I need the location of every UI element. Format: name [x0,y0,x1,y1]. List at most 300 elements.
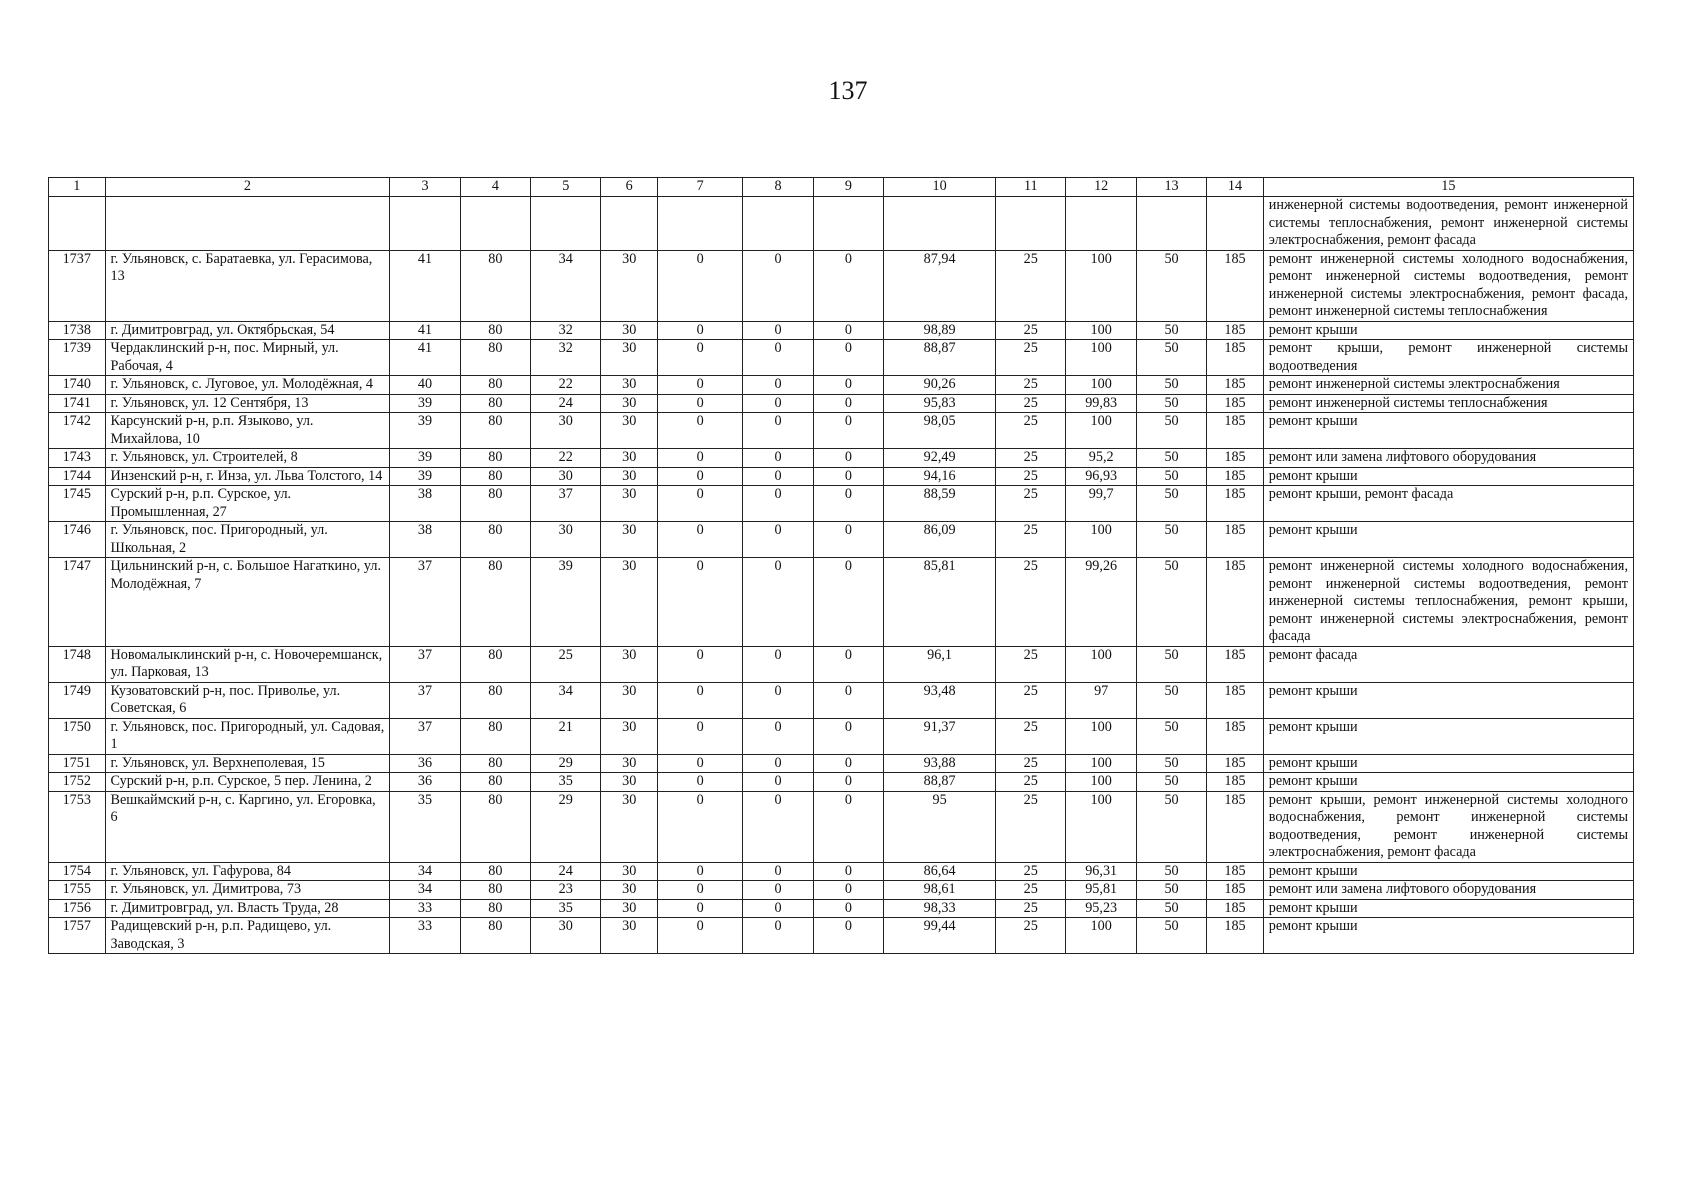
value-cell: 29 [531,754,601,773]
address-cell: Кузоватовский р-н, пос. Приволье, ул. Советская, 6 [105,682,390,718]
table-row [49,899,1634,918]
column-number-row [49,178,1634,197]
value-cell: 185 [1207,881,1264,900]
column-header: 1 [49,178,106,197]
table-row [49,486,1634,522]
works-cell: ремонт фасада [1263,646,1633,682]
value-cell: 35 [531,899,601,918]
value-cell: 80 [460,918,530,954]
value-cell: 25 [531,646,601,682]
empty-cell [657,197,742,251]
value-cell: 37 [390,558,460,647]
value-cell: 0 [813,467,883,486]
row-number-cell: 1749 [49,682,106,718]
empty-cell [813,197,883,251]
value-cell: 36 [390,773,460,792]
address-cell: Сурский р-н, р.п. Сурское, ул. Промышленная, 27 [105,486,390,522]
value-cell: 0 [813,881,883,900]
row-number-cell: 1739 [49,340,106,376]
value-cell: 0 [743,340,813,376]
works-cell: ремонт крыши [1263,918,1633,954]
value-cell: 50 [1136,881,1206,900]
value-cell: 0 [743,413,813,449]
address-cell: Радищевский р-н, р.п. Радищево, ул. Заводская, 3 [105,918,390,954]
table-row [49,791,1634,862]
value-cell: 37 [390,718,460,754]
value-cell: 100 [1066,413,1136,449]
value-cell: 39 [390,413,460,449]
value-cell: 185 [1207,250,1264,321]
value-cell: 185 [1207,486,1264,522]
value-cell: 30 [601,394,658,413]
value-cell: 37 [531,486,601,522]
value-cell: 23 [531,881,601,900]
value-cell: 0 [657,522,742,558]
value-cell: 50 [1136,754,1206,773]
value-cell: 80 [460,376,530,395]
page-number: 137 [828,76,868,105]
address-cell: Чердаклинский р-н, пос. Мирный, ул. Рабочая, 4 [105,340,390,376]
value-cell: 80 [460,340,530,376]
value-cell: 0 [657,881,742,900]
value-cell: 50 [1136,558,1206,647]
value-cell: 95,23 [1066,899,1136,918]
value-cell: 35 [531,773,601,792]
value-cell: 80 [460,522,530,558]
works-cell: ремонт крыши [1263,862,1633,881]
value-cell: 50 [1136,718,1206,754]
row-number-cell: 1756 [49,899,106,918]
value-cell: 0 [657,394,742,413]
row-number-cell: 1752 [49,773,106,792]
empty-cell [531,197,601,251]
value-cell: 80 [460,449,530,468]
column-header: 11 [996,178,1066,197]
value-cell: 185 [1207,376,1264,395]
address-cell: г. Ульяновск, ул. Верхнеполевая, 15 [105,754,390,773]
value-cell: 80 [460,862,530,881]
address-cell: г. Ульяновск, пос. Пригородный, ул. Садовая, 1 [105,718,390,754]
value-cell: 80 [460,413,530,449]
value-cell: 90,26 [884,376,996,395]
value-cell: 25 [996,899,1066,918]
works-cell: ремонт или замена лифтового оборудования [1263,449,1633,468]
housing-repair-table [48,177,1634,954]
table-row [49,918,1634,954]
table-row [49,394,1634,413]
value-cell: 25 [996,773,1066,792]
value-cell: 0 [657,718,742,754]
table-row [49,862,1634,881]
value-cell: 95,81 [1066,881,1136,900]
row-number-cell: 1743 [49,449,106,468]
empty-cell [460,197,530,251]
value-cell: 30 [601,899,658,918]
value-cell: 50 [1136,250,1206,321]
address-cell: г. Ульяновск, с. Баратаевка, ул. Герасимова, 13 [105,250,390,321]
empty-cell [601,197,658,251]
value-cell: 25 [996,321,1066,340]
value-cell: 30 [601,918,658,954]
value-cell: 185 [1207,413,1264,449]
value-cell: 0 [657,413,742,449]
table-row [49,376,1634,395]
value-cell: 185 [1207,718,1264,754]
value-cell: 50 [1136,522,1206,558]
value-cell: 0 [657,773,742,792]
value-cell: 185 [1207,773,1264,792]
address-cell: г. Ульяновск, ул. 12 Сентября, 13 [105,394,390,413]
works-cell: инженерной системы водоотведения, ремонт инженерной системы теплоснабжения, ремонт инженерной системы электроснабжения, ремонт фасада [1263,197,1633,251]
value-cell: 0 [743,918,813,954]
value-cell: 185 [1207,899,1264,918]
works-cell: ремонт крыши [1263,682,1633,718]
value-cell: 50 [1136,682,1206,718]
address-cell: Карсунский р-н, р.п. Языково, ул. Михайлова, 10 [105,413,390,449]
value-cell: 25 [996,376,1066,395]
value-cell: 50 [1136,646,1206,682]
row-number-cell: 1745 [49,486,106,522]
value-cell: 50 [1136,899,1206,918]
value-cell: 0 [743,646,813,682]
address-cell: г. Ульяновск, ул. Гафурова, 84 [105,862,390,881]
value-cell: 96,93 [1066,467,1136,486]
table-row [49,773,1634,792]
value-cell: 25 [996,862,1066,881]
address-cell: г. Димитровград, ул. Октябрьская, 54 [105,321,390,340]
value-cell: 98,05 [884,413,996,449]
value-cell: 85,81 [884,558,996,647]
value-cell: 0 [743,899,813,918]
value-cell: 0 [657,250,742,321]
empty-cell [1136,197,1206,251]
value-cell: 185 [1207,646,1264,682]
value-cell: 0 [813,718,883,754]
value-cell: 86,64 [884,862,996,881]
value-cell: 0 [657,486,742,522]
value-cell: 30 [601,718,658,754]
column-header: 9 [813,178,883,197]
value-cell: 25 [996,754,1066,773]
value-cell: 100 [1066,646,1136,682]
column-header: 13 [1136,178,1206,197]
value-cell: 22 [531,376,601,395]
value-cell: 80 [460,646,530,682]
value-cell: 0 [657,467,742,486]
value-cell: 100 [1066,791,1136,862]
address-cell: Сурский р-н, р.п. Сурское, 5 пер. Ленина, 2 [105,773,390,792]
value-cell: 30 [601,486,658,522]
address-cell: Цильнинский р-н, с. Большое Нагаткино, ул. Молодёжная, 7 [105,558,390,647]
value-cell: 25 [996,449,1066,468]
value-cell: 185 [1207,558,1264,647]
value-cell: 30 [601,754,658,773]
column-header: 12 [1066,178,1136,197]
row-number-cell: 1741 [49,394,106,413]
value-cell: 0 [657,862,742,881]
value-cell: 0 [743,558,813,647]
value-cell: 80 [460,682,530,718]
value-cell: 80 [460,486,530,522]
value-cell: 80 [460,321,530,340]
value-cell: 80 [460,754,530,773]
value-cell: 0 [743,467,813,486]
value-cell: 0 [813,449,883,468]
value-cell: 80 [460,773,530,792]
value-cell: 98,89 [884,321,996,340]
value-cell: 100 [1066,754,1136,773]
column-header: 6 [601,178,658,197]
value-cell: 39 [390,449,460,468]
value-cell: 80 [460,467,530,486]
address-cell: г. Димитровград, ул. Власть Труда, 28 [105,899,390,918]
value-cell: 30 [601,340,658,376]
value-cell: 30 [601,467,658,486]
value-cell: 0 [743,376,813,395]
value-cell: 30 [601,558,658,647]
row-number-cell: 1753 [49,791,106,862]
value-cell: 96,31 [1066,862,1136,881]
empty-cell [49,197,106,251]
value-cell: 80 [460,558,530,647]
value-cell: 0 [743,881,813,900]
value-cell: 80 [460,394,530,413]
row-number-cell: 1742 [49,413,106,449]
value-cell: 100 [1066,321,1136,340]
row-number-cell: 1738 [49,321,106,340]
works-cell: ремонт инженерной системы электроснабжения [1263,376,1633,395]
value-cell: 100 [1066,522,1136,558]
value-cell: 98,33 [884,899,996,918]
value-cell: 0 [657,682,742,718]
empty-cell [390,197,460,251]
value-cell: 96,1 [884,646,996,682]
value-cell: 39 [390,467,460,486]
value-cell: 100 [1066,340,1136,376]
value-cell: 0 [813,413,883,449]
value-cell: 25 [996,881,1066,900]
value-cell: 0 [813,340,883,376]
address-cell: г. Ульяновск, ул. Димитрова, 73 [105,881,390,900]
value-cell: 24 [531,862,601,881]
value-cell: 25 [996,467,1066,486]
works-cell: ремонт крыши [1263,321,1633,340]
value-cell: 24 [531,394,601,413]
empty-cell [1066,197,1136,251]
works-cell: ремонт крыши [1263,522,1633,558]
table-row [49,718,1634,754]
value-cell: 50 [1136,918,1206,954]
value-cell: 32 [531,340,601,376]
value-cell: 185 [1207,522,1264,558]
value-cell: 99,83 [1066,394,1136,413]
value-cell: 50 [1136,394,1206,413]
empty-cell [884,197,996,251]
value-cell: 30 [531,413,601,449]
value-cell: 80 [460,791,530,862]
row-number-cell: 1744 [49,467,106,486]
value-cell: 33 [390,918,460,954]
value-cell: 0 [743,321,813,340]
empty-cell [1207,197,1264,251]
value-cell: 99,7 [1066,486,1136,522]
value-cell: 185 [1207,862,1264,881]
value-cell: 30 [601,449,658,468]
works-cell: ремонт инженерной системы холодного водоснабжения, ремонт инженерной системы водоотведения, ремонт инженерной системы теплоснабжения, ремонт крыши, ремонт инженерной системы электроснабжения, ремонт фасада [1263,558,1633,647]
value-cell: 50 [1136,486,1206,522]
row-number-cell: 1740 [49,376,106,395]
value-cell: 36 [390,754,460,773]
row-number-cell: 1748 [49,646,106,682]
row-number-cell: 1754 [49,862,106,881]
value-cell: 0 [743,754,813,773]
value-cell: 25 [996,250,1066,321]
column-header: 8 [743,178,813,197]
value-cell: 38 [390,486,460,522]
value-cell: 185 [1207,340,1264,376]
value-cell: 0 [657,918,742,954]
table-row [49,250,1634,321]
value-cell: 185 [1207,754,1264,773]
table-row [49,449,1634,468]
table-row [49,522,1634,558]
works-cell: ремонт крыши, ремонт инженерной системы холодного водоснабжения, ремонт инженерной системы водоотведения, ремонт инженерной системы электроснабжения, ремонт фасада [1263,791,1633,862]
value-cell: 30 [601,376,658,395]
column-header: 4 [460,178,530,197]
value-cell: 0 [743,486,813,522]
value-cell: 39 [390,394,460,413]
works-cell: ремонт инженерной системы холодного водоснабжения, ремонт инженерной системы водоотведения, ремонт инженерной системы электроснабжения, ремонт фасада, ремонт инженерной системы теплоснабжения [1263,250,1633,321]
value-cell: 185 [1207,394,1264,413]
value-cell: 93,88 [884,754,996,773]
value-cell: 50 [1136,791,1206,862]
works-cell: ремонт крыши, ремонт инженерной системы водоотведения [1263,340,1633,376]
empty-cell [743,197,813,251]
value-cell: 0 [813,862,883,881]
value-cell: 37 [390,646,460,682]
works-cell: ремонт крыши [1263,718,1633,754]
value-cell: 91,37 [884,718,996,754]
table-row [49,340,1634,376]
address-cell: Новомалыклинский р-н, с. Новочеремшанск, ул. Парковая, 13 [105,646,390,682]
value-cell: 0 [813,250,883,321]
value-cell: 80 [460,250,530,321]
value-cell: 95,2 [1066,449,1136,468]
table-body [49,197,1634,954]
value-cell: 95 [884,791,996,862]
value-cell: 34 [390,881,460,900]
value-cell: 34 [531,682,601,718]
value-cell: 30 [601,791,658,862]
value-cell: 185 [1207,467,1264,486]
row-number-cell: 1737 [49,250,106,321]
value-cell: 0 [743,682,813,718]
table-row [49,646,1634,682]
column-header: 7 [657,178,742,197]
value-cell: 22 [531,449,601,468]
row-number-cell: 1755 [49,881,106,900]
table-row [49,754,1634,773]
works-cell: ремонт крыши [1263,754,1633,773]
value-cell: 37 [390,682,460,718]
value-cell: 0 [813,773,883,792]
value-cell: 94,16 [884,467,996,486]
column-header: 10 [884,178,996,197]
value-cell: 100 [1066,773,1136,792]
value-cell: 0 [813,394,883,413]
value-cell: 0 [813,791,883,862]
table-row [49,682,1634,718]
value-cell: 86,09 [884,522,996,558]
value-cell: 80 [460,899,530,918]
value-cell: 50 [1136,862,1206,881]
value-cell: 25 [996,486,1066,522]
works-cell: ремонт крыши [1263,413,1633,449]
column-header: 2 [105,178,390,197]
value-cell: 0 [813,486,883,522]
value-cell: 0 [657,340,742,376]
value-cell: 25 [996,522,1066,558]
value-cell: 0 [743,522,813,558]
value-cell: 25 [996,413,1066,449]
value-cell: 25 [996,340,1066,376]
column-header: 5 [531,178,601,197]
value-cell: 30 [601,646,658,682]
value-cell: 0 [743,394,813,413]
value-cell: 50 [1136,340,1206,376]
column-header: 15 [1263,178,1633,197]
value-cell: 98,61 [884,881,996,900]
value-cell: 30 [601,250,658,321]
value-cell: 29 [531,791,601,862]
value-cell: 88,59 [884,486,996,522]
table-row [49,321,1634,340]
continuation-row [49,197,1634,251]
value-cell: 50 [1136,773,1206,792]
value-cell: 0 [657,558,742,647]
value-cell: 25 [996,682,1066,718]
value-cell: 0 [743,250,813,321]
works-cell: ремонт крыши, ремонт фасада [1263,486,1633,522]
value-cell: 50 [1136,376,1206,395]
works-cell: ремонт инженерной системы теплоснабжения [1263,394,1633,413]
value-cell: 25 [996,918,1066,954]
works-cell: ремонт крыши [1263,899,1633,918]
value-cell: 185 [1207,682,1264,718]
address-cell: г. Ульяновск, пос. Пригородный, ул. Школьная, 2 [105,522,390,558]
value-cell: 39 [531,558,601,647]
value-cell: 30 [531,522,601,558]
value-cell: 100 [1066,250,1136,321]
value-cell: 25 [996,718,1066,754]
value-cell: 0 [743,773,813,792]
table-row [49,558,1634,647]
value-cell: 88,87 [884,340,996,376]
value-cell: 30 [601,522,658,558]
value-cell: 32 [531,321,601,340]
value-cell: 0 [657,376,742,395]
value-cell: 25 [996,791,1066,862]
value-cell: 50 [1136,321,1206,340]
row-number-cell: 1757 [49,918,106,954]
value-cell: 80 [460,881,530,900]
value-cell: 30 [531,467,601,486]
works-cell: ремонт крыши [1263,773,1633,792]
value-cell: 100 [1066,918,1136,954]
column-header: 3 [390,178,460,197]
value-cell: 0 [743,718,813,754]
table-row [49,467,1634,486]
